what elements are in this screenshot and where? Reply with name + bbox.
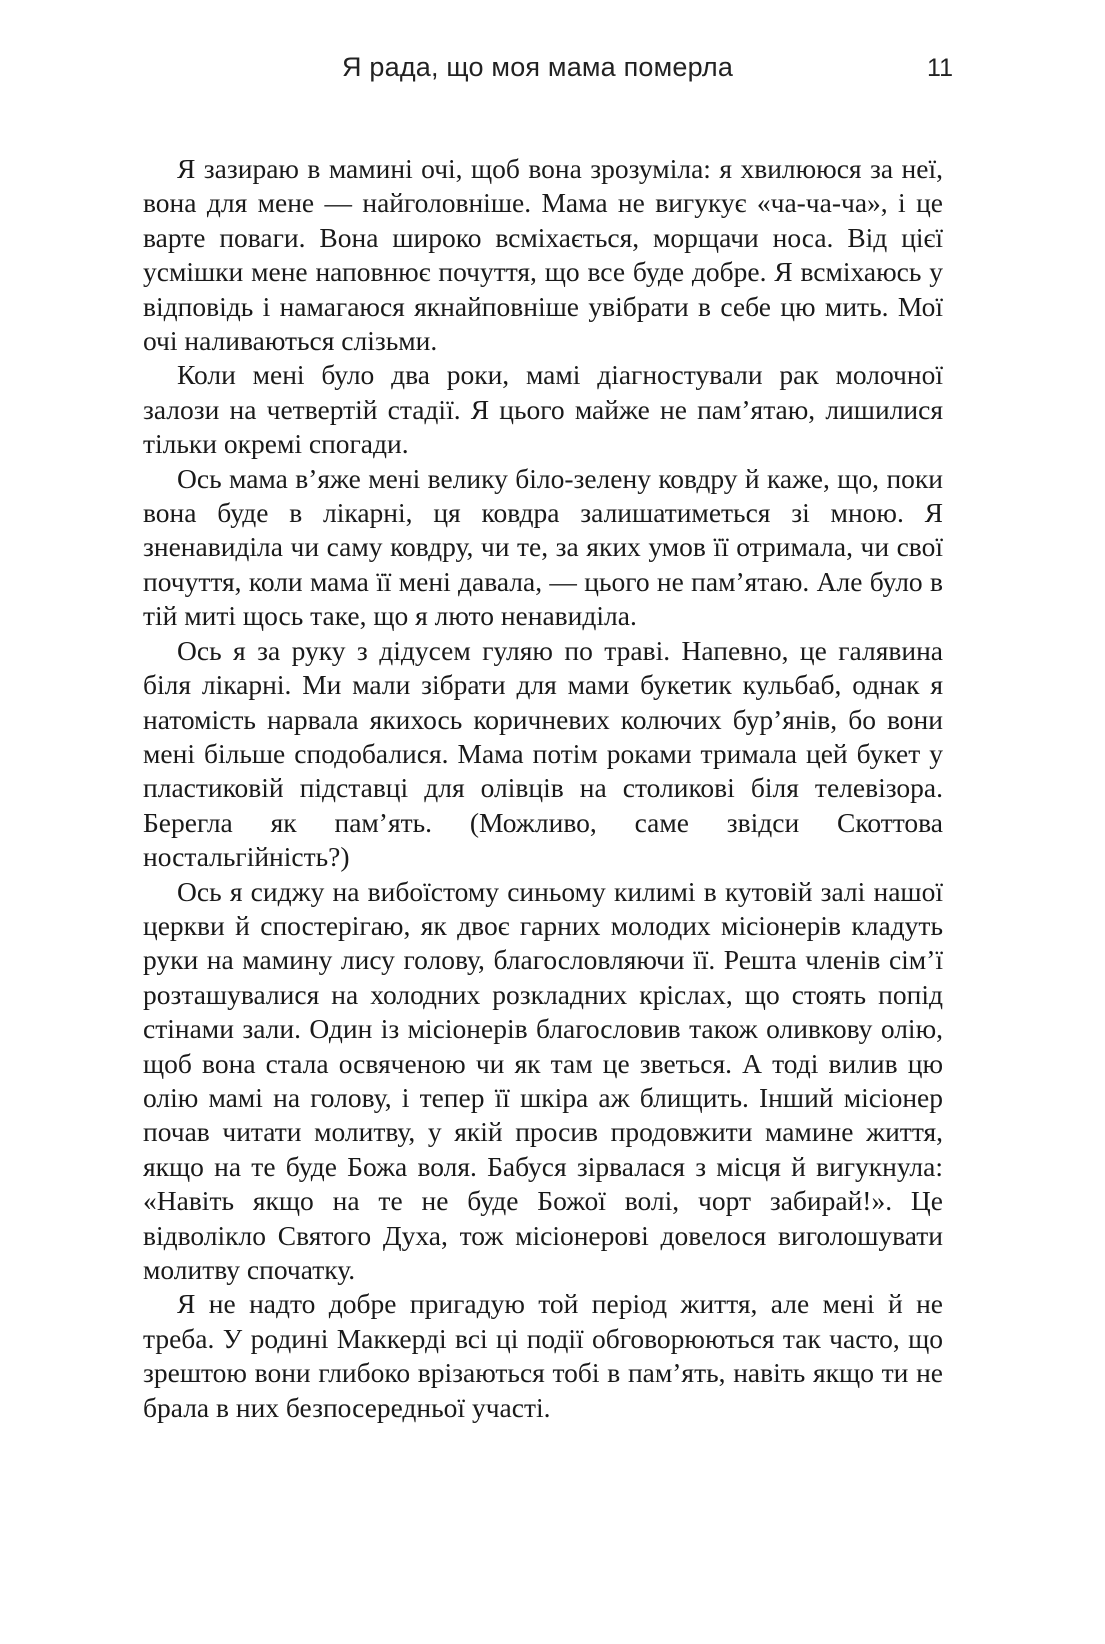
page-number: 11 (927, 54, 953, 82)
paragraph: Ось я сиджу на вибоїстому синьому килимі в кутовій залі нашої церкви й спостерігаю, як двоє гарних молодих місіонерів кладуть руки на мамину лису голову, благословляючи її. Решта членів сім’ї розташувалися на холодних розкладних кріслах, що стоять попід стінами зали. Один із місіонерів благословив також оливкову олію, щоб вона стала освяченою чи як там це зветься. А тоді вилив цю олію мамі на голову, і тепер її шкіра аж блищить. Інший місіонер почав читати молитву, у якій просив продовжити мамине життя, якщо на те буде Божа воля. Бабуся зірвалася з місця й вигукнула: «Навіть якщо на те не буде Божої волі, чорт забирай!». Це відволікло Святого Духа, тож місіонерові довелося виголошувати молитву спочатку. (143, 875, 943, 1285)
running-header (0, 52, 1105, 92)
running-title: Я рада, що моя мама померла (342, 52, 734, 82)
paragraph: Я не надто добре пригадую той період життя, але мені й не треба. У родині Маккерді всі ці події обговорюються так часто, що зрештою вони глибоко врізаються тобі в пам’ять, навіть якщо ти не брала в них безпосередньої участі. (143, 1288, 943, 1423)
body-text (143, 152, 943, 1425)
paragraph: Я зазираю в мамині очі, щоб вона зрозуміла: я хвилююся за неї, вона для мене — найголовніше. Мама не вигукує «ча-ча-ча», і це варте поваги. Вона широко всміхається, морщачи носа. Від цієї усмішки мене наповнює почуття, що все буде добре. Я всміхаюсь у відповідь і намагаюся якнайповніше увібрати в себе цю мить. Мої очі наливаються слізьми. (143, 153, 943, 357)
paragraph: Коли мені було два роки, мамі діагностували рак молочної залози на четвертій стадії. Я цього майже не пам’ятаю, лишилися тільки окремі спогади. (143, 359, 943, 460)
paragraph: Ось мама в’яже мені велику біло-зелену ковдру й каже, що, поки вона буде в лікарні, ця ковдра залишатиметься зі мною. Я зненавиділа чи саму ковдру, чи те, за яких умов її отримала, чи свої почуття, коли мама її мені давала, — цього не пам’ятаю. Але було в тій миті щось таке, що я люто ненавиділа. (143, 462, 943, 632)
paragraph: Ось я за руку з дідусем гуляю по траві. Напевно, це галявина біля лікарні. Ми мали зібрати для мами букетик кульбаб, однак я натомість нарвала якихось коричневих колючих бур’янів, бо вони мені більше сподобалися. Мама потім роками тримала цей букет у пластиковій підставці для олівців на столикові біля телевізора. Берегла як пам’ять. (Можливо, саме звідси Скоттова ностальгійність?) (143, 634, 943, 873)
